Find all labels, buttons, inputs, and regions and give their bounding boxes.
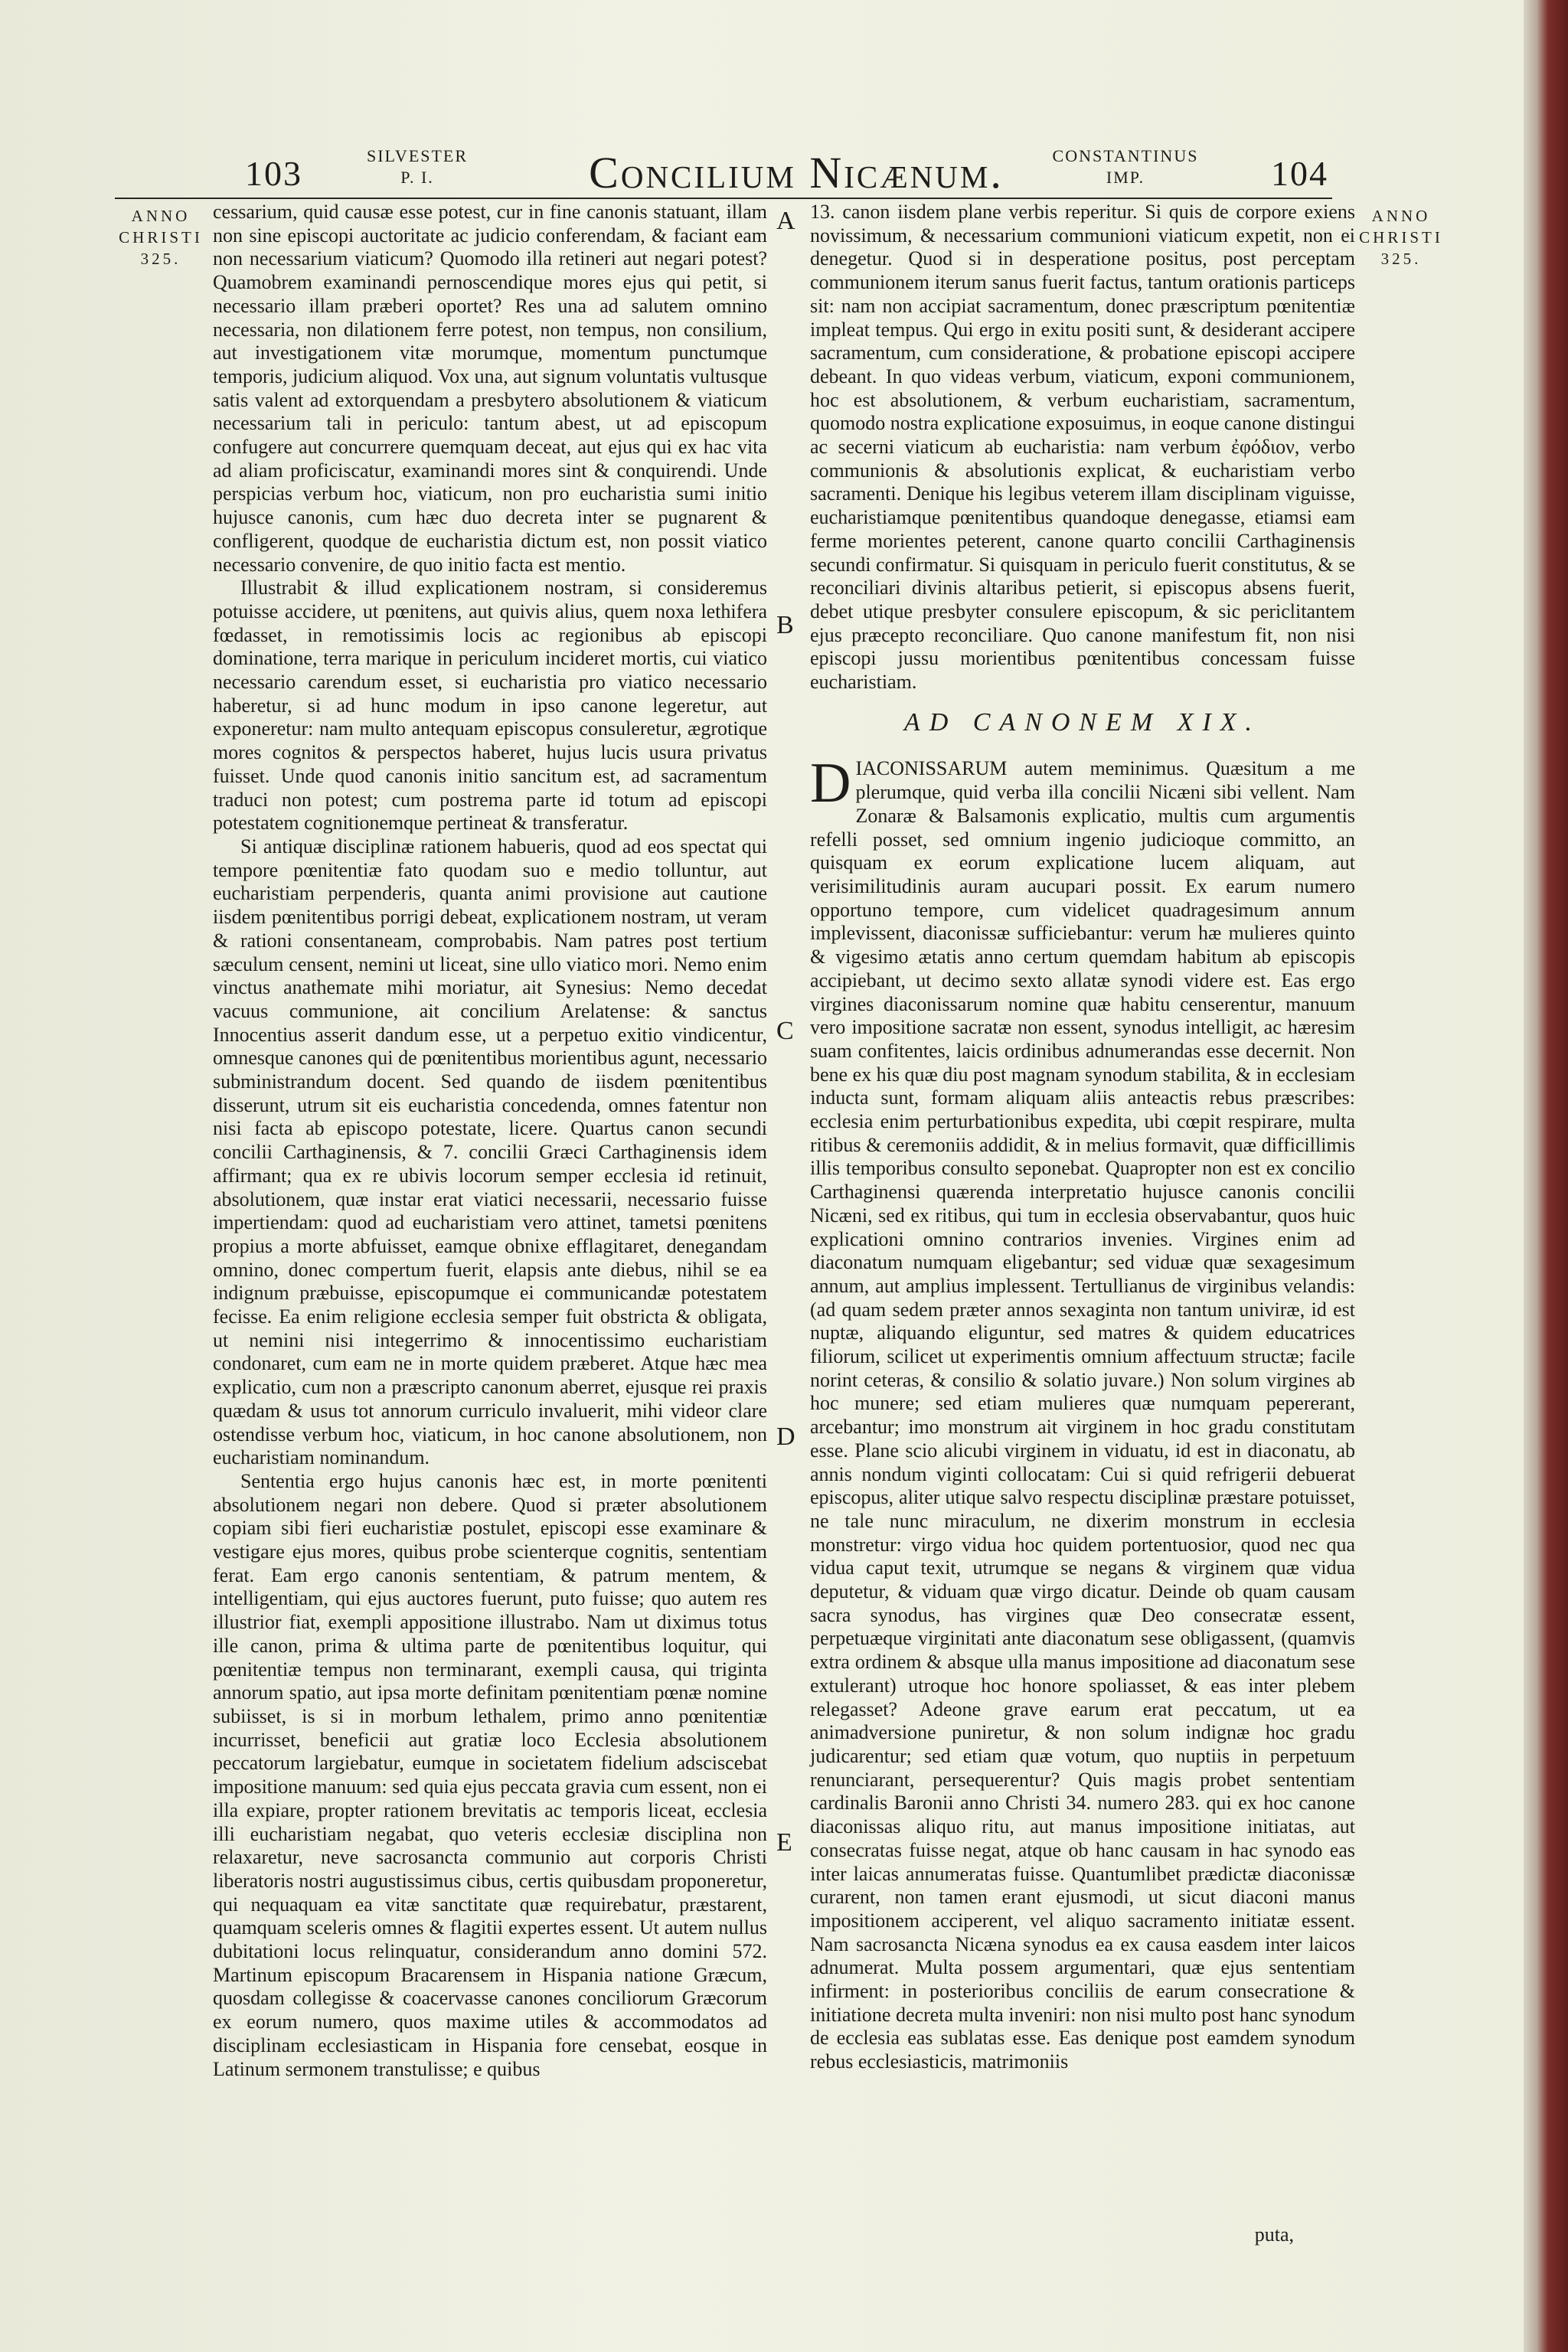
left-column: [213, 201, 767, 2081]
left-paragraph-2: Illustrabit & illud explicationem nostram, si consideremus potuisse accidere, ut pœnitens, aut quivis alius, quem noxa lethifera fœdasset, in remotissimis locis ac regionibus ab episcopi dominatione, terra marique in periculum incideret mortis, cui viatico necessario carendum esset, si eucharistia pro viatico necessario haberetur, si ad hunc modum in ipso canone legeretur, aut exponeretur: nam multo antequam episcopus consuleretur, ægrotique mores cognitos & perspectos haberet, hujus lucis usura privatus fuisset. Unde quod canonis initio sancitum est, ad sacramentum traduci non potest; cum postrema parte id totum ad episcopi potestatem cognitionemque pertineat & transferatur.: [213, 577, 767, 835]
left-page-number: 103: [245, 154, 302, 193]
section-letter-d: D: [776, 1423, 795, 1451]
right-column: [810, 201, 1355, 2074]
section-letter-e: E: [776, 1828, 792, 1857]
left-anno: ANNO: [131, 207, 191, 225]
right-running-head: [1026, 145, 1225, 188]
left-year: 325.: [140, 250, 181, 268]
right-paragraph-2: [810, 752, 1355, 2073]
left-paragraph-4: Sententia ergo hujus canonis hæc est, in morte pœnitenti absolutionem negari non debere. Quod si præter absolutionem copiam sibi fieri eucharistiæ postulet, episcopi esse examinare & vestigare ejus mores, quibus probe scienterque cognitis, sententiam ferat. Eam ergo canonis sententiam, & patrum mentem, & intelligentiam, qui ejus auctores fuerunt, puto fuisse; quo autem res illustrior fiat, exempli appositione illustrabo. Nam ut diximus totus ille canon, prima & ultima parte de pœnitentibus loquitur, qui pœnitentiæ tempus non terminarant, exempli causa, qui triginta annorum spatio, aut ipsa morte definitam pœnitentiam pœnæ nomine subiisset, is si in morbum lethalem, primo anno pœnitentiæ incurrisset, beneficii aut gratiæ loco Ecclesia absolutionem peccatorum largiebatur, eumque in societatem fidelium adsciscebat impositione manuum: sed quia ejus peccata gravia cum essent, non ei illa expiare, propter rationem brevitatis ac temporis liceat, ecclesia illi eucharistiam negabat, quo veteris ecclesiæ disciplina non relaxaretur, neve sacrosancta communio aut corporis Christi liberatoris nostri augustissimus cibus, certis quibusdam proponeretur, qui nequaquam ea vitæ sanctitate quæ requirebatur, præstarent, quamquam sceleris omnes & flagitii expertes essent. Ut autem nullus dubitationi locus relinquatur, considerandum anno domini 572. Martinum episcopum Bracarensem in Hispania natione Græcum, quosdam collegisse & coacervasse canones conciliorum Græcorum ex eorum numero, quos maxime utiles & accommodatos ad disciplinam ecclesiasticam in Hispania fore censebat, eosque in Latinum sermonem transtulisse; e quibus: [213, 1469, 767, 2080]
left-christi: CHRISTI: [119, 228, 203, 247]
right-emperor-name: CONSTANTINUS: [1052, 146, 1199, 165]
left-pope-name: SILVESTER: [366, 146, 469, 165]
left-margin-year: [115, 205, 207, 270]
page-title: Concilium Nicænum.: [589, 148, 1004, 198]
left-running-head: [352, 145, 482, 188]
section-letter-a: A: [776, 207, 795, 235]
right-margin-year: [1355, 205, 1447, 270]
header-rule: [115, 198, 1332, 199]
left-paragraph-1: cessarium, quid causæ esse potest, cur in fine canonis statuant, illam non sine episcopi auctoritate ac judicio conferendam, & faciant eam non necessarium viaticum? Quomodo illa retineri aut negari potest? Quamobrem examinandi pernoscendique mores ejus qui petit, si necessario illam præberi oportet? Res una ad salutem omnino necessaria, non dilationem ferre potest, non tempus, non consilium, aut investigationem vitæ morumque, momentum punctumque temporis, judicium aliquod. Vox una, aut signum voluntatis vultusque satis valent ad extorquendam a presbytero absolutionem & viaticum necessarium tali in periculo: tantum abest, ut ad episcopum confugere aut concurrere quemquam deceat, aut ejus qui ex hac vita ad aliam proficiscatur, examinandi mores sint & conquirendi. Unde perspicias verbum hoc, viaticum, non pro eucharistia sumi initio hujusce canonis, cum hæc duo decreta inter se pugnarent & confligerent, quodque de eucharistia dictum est, non possit viatico necessario convenire, de quo initio facta est mentio.: [213, 201, 767, 576]
drop-cap: D: [810, 752, 851, 815]
right-year: 325.: [1380, 250, 1422, 268]
section-letter-c: C: [776, 1017, 794, 1045]
book-spine-edge: [1524, 0, 1568, 2352]
section-heading: AD CANONEM XIX.: [903, 707, 1262, 737]
right-emperor-sub: IMP.: [1106, 168, 1145, 187]
section-letter-b: B: [776, 611, 794, 639]
right-paragraph-1: 13. canon iisdem plane verbis reperitur. Si quis de corpore exiens novissimum, & necessarium communioni viaticum expetit, non ei denegetur. Quod si in desperatione positus, post perceptam communionem iterum sanus fuerit factus, tantum orationis particeps sit: nam non accipiat sacramentum, donec præscriptum pœnitentiæ impleat tempus. Qui ergo in exitu positi sunt, & desiderant accipere sacramentum, cum consideratione, & probatione episcopi accipere debeant. In quo videas verbum, viaticum, exponi communionem, hoc est absolutionem, & verbum eucharistiam, sacramentum, quomodo nostra explicatione exposuimus, in eoque canone distingui ac secerni viaticum ab eucharistia: nam verbum ἐφόδιον, verbo communionis & absolutionis explicat, & eucharistiam verbo sacramenti. Denique his legibus veterem illam disciplinam viguisse, eucharistiamque pœnitentibus quandoque denegasse, etiamsi eam ferme morientes peterent, canone quarto concilii Carthaginensis secundi confirmatur. Si quisquam in periculo fuerit constitutus, & se reconciliari divinis altaribus petierit, si episcopus absens fuerit, debet utique presbyter consulere episcopum, & sic periclitantem ejus præcepto reconciliare. Quo canone manifestum fit, non nisi episcopi jussu morientibus pœnitentibus concessam fuisse eucharistiam.: [810, 201, 1355, 694]
right-page-number: 104: [1271, 154, 1328, 193]
left-paragraph-3: Si antiquæ disciplinæ rationem habueris, quod ad eos spectat qui tempore pœnitentiæ fato quodam suo e medio tolluntur, aut eucharistiam perpenderis, quanta animi provisione aut cautione iisdem pœnitentibus porrigi debeat, explicationem nostram, ut veram & rationi consentaneam, comprobabis. Nam patres post tertium sæculum censent, nemini ut liceat, sine ullo viatico mori. Nemo enim vinctus anathemate mihi moriatur, ait Synesius: Nemo decedat vacuus communione, ait concilium Arelatense: & sanctus Innocentius asserit dandum esse, ut a perpetuo exitio vindicentur, omnesque canones qui de pœnitentibus morientibus agunt, necessario subministrandum docent. Sed quando de iisdem pœnitentibus disserunt, utrum sit eis eucharistia concedenda, omnes fatentur non nisi facta ab episcopo potestate, licere. Quartus canon secundi concilii Carthaginensis, & 7. concilii Græci Carthaginensis idem affirmant; qua ex re ubivis locorum semper ecclesia id retinuit, absolutionem, quæ instar erat viatici necessarii, necessario fuisse impertiendam: quod ad eucharistiam vero attinet, tametsi pœnitens propius a morte abfuisset, eamque obnixe efflagitaret, denegandam omnino, donec compertum fuerit, elapsis ante diebus, nihil se ea indignum præbuisse, episcopumque ei communicandæ potestatem fecisse. Ea enim religione ecclesia semper fuit obstricta & obligata, ut nemini nisi integerrimo & innocentissimo eucharistiam condonaret, cum eam ne in morte quidem præberet. Atque hæc mea explicatio, cum non a præscripto canonum aberret, ejusque rei praxis quædam & usus tot annorum curriculo invaluerit, mihi videor clare ostendisse verbum hoc, viaticum, in hoc canone absolutionem, non eucharistiam nominandum.: [213, 835, 767, 1469]
right-paragraph-2-text: IACONISSARUM autem meminimus. Quæsitum a me plerumque, quid verba illa concilii Nicæni sibi vellent. Nam Zonaræ & Balsamonis explicatio, multis cum argumentis refelli posset, sed omnium ingenio judicioque committo, an quisquam ex eorum explicatione lucem aliquam, aut verisimilitudinis auram aucupari possit. Ex earum numero opportuno tempore, cum videlicet quadragesimum annum implevissent, diaconissæ sufficiebantur: verum hæ mulieres quinto & vigesimo ætatis anno certum quemdam habitum ab episcopis accipiebant, ut decimo sexto allatæ synodi videre est. Eas ergo virgines diaconissarum nomine quæ habitu censerentur, manuum vero impositione sacratæ non essent, synodus intelligit, ac hæresim suam confitentes, laicis ordinibus adnumerandas esse decernit. Non bene ex his quæ diu post magnam synodum stabilita, & in ecclesiam inducta sunt, formam aliquam aliis anteactis rebus præscribes: ecclesia enim perturbationibus expedita, ubi cœpit respirare, multa ritibus & ceremoniis addidit, & in melius formavit, quæ difficillimis illis temporibus consulto seponebat. Quapropter non est ex concilio Carthaginensi quærenda interpretatio hujusce canonis concilii Nicæni, sed ex ritibus, qui tum in ecclesia observabantur, quos huic explicationi omnino contrarios invenies. Virgines enim ad diaconatum numquam eligebantur; sed viduæ quæ sexagesimum annum, aut amplius implessent. Tertullianus de virginibus velandis: (ad quam sedem præter annos sexaginta non tantum univiræ, id est nuptæ, aliquando eliguntur, sed matres & quidem educatrices filiorum, scilicet ut experimentis omnium affectuum structæ; facile norint ceteras, & consilio & solatio juvare.) Non solum virgines ab hoc munere; sed etiam mulieres quæ numquam pepererant, arcebantur; imo monstrum ait virginem in hoc gradu constitutam esse. Plane scio alicubi virginem in viduatu, id est in diaconatu, ab annis nondum viginti collocatam: Cui si quid refrigerii debuerat episcopus, aliter utique salvo respectu disciplinæ præstare potuisset, ne tale nunc miraculum, ne dixerim monstrum in ecclesia monstretur: virgo vidua hoc quidem portentuosior, quod nec qua vidua caput texit, utrumque se negans & virginem quæ vidua deputetur, & viduam quæ virgo dicatur. Deinde ob quam causam sacra synodus, has virgines quæ Deo consecratæ essent, perpetuæque virginitati ante diaconatum sese obligassent, (quamvis extra ordinem & absque ulla manus impositione ad diaconatum sese extulerant) utroque hoc honore spoliasset, & eas inter plebem relegasset? Adeone grave earum erat peccatum, ut ea animadversione puniretur, & non solum indignæ hoc gradu judicarentur; sed etiam quæ votum, quo nuptiis in perpetuum renunciarant, persequerentur? Quis magis probet sententiam cardinalis Baronii anno Christi 34. numero 283. qui ex hoc canone diaconissas aliquo ritu, aut manus impositione initiatas, aut consecratas fuisse negat, atque ob hanc causam in hac synodo eas inter laicas annumeratas fuisse. Quantumlibet prædictæ diaconissæ curarent, non tamen erant ejusmodi, ut sicut diaconi manus impositionem acciperent, vel aliquo sacramento initiatæ essent. Nam sacrosancta Nicæna synodus ea ex causa easdem inter laicos adnumerat. Multa possem argumentari, quæ ejus sententiam infirment: in posterioribus conciliis de earum consecratione & initiatione decreta multa inveniri: non nisi multo post hanc synodum de ecclesia eas sublatas esse. Eas denique post eamdem synodum rebus ecclesiasticis, matrimoniis: [810, 757, 1355, 2073]
left-pope-sub: P. I.: [400, 168, 434, 187]
right-christi: CHRISTI: [1359, 228, 1443, 247]
catchword: puta,: [1254, 2223, 1294, 2246]
right-anno: ANNO: [1371, 207, 1431, 225]
